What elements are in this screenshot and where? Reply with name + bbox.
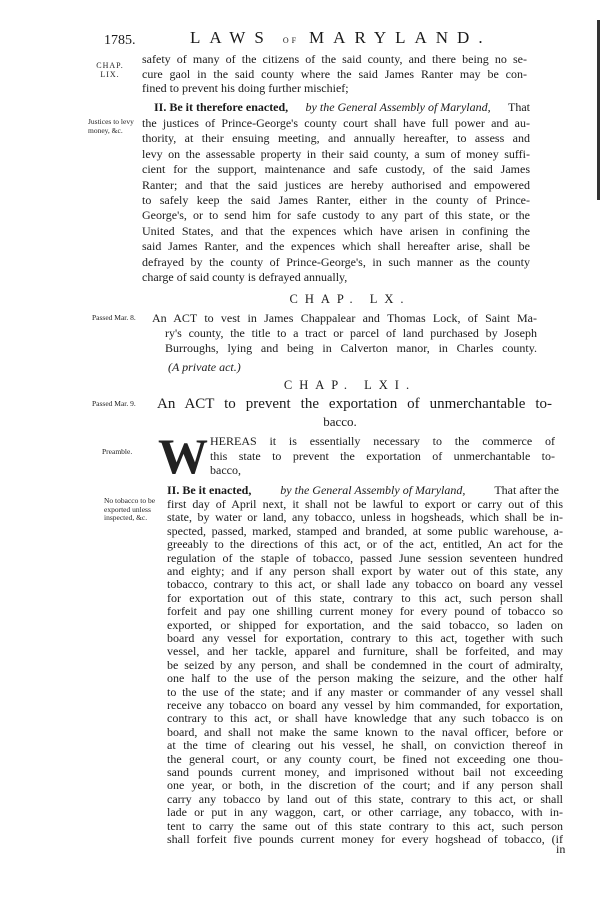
text-line: and eighty; and if any person shall export by water out of this state, any	[167, 565, 563, 578]
text-line: at the time of clearing out his vessel, he shall, on conviction thereof in	[167, 739, 563, 753]
text-line: An ACT to vest in James Chappalear and Thomas Lock, of Saint Ma-	[152, 311, 537, 325]
text-line: to safely keep the said James Ranter, either in the county of Prince-	[142, 193, 530, 207]
text-line: carry any tobacco by land out of this state, contrary to this act, or shall	[167, 792, 563, 806]
margin-note-passed-lx: Passed Mar. 8.	[92, 313, 136, 322]
chap-lxi-act-title: An ACT to prevent the exportation of unmerchantable to-	[157, 396, 552, 412]
text-line: shall forfeit five pounds current money for every hogshead of tobacco, (if	[167, 833, 563, 846]
drop-cap: W	[158, 428, 208, 484]
page-year: 1785.	[104, 33, 136, 48]
text-line: this state to prevent the exportation of unmerchantable to-	[210, 448, 555, 463]
running-head-laws: LAWS	[190, 28, 273, 47]
text-line: levy on the assessable property in their said county, a sum of money suffi-	[142, 146, 530, 161]
text-line: for exportation out of this state, contrary to this act, such person shall	[167, 591, 563, 605]
text-line: the justices of Prince-George's county court shall have full power and au-	[142, 116, 530, 130]
text-line: contrary to this act, or shall have knowledge that any such tobacco is on	[167, 712, 563, 726]
margin-note-passed-lxi: Passed Mar. 9.	[92, 399, 136, 408]
text-line: forfeit and pay one shilling current money for every pound of tobacco so	[167, 605, 563, 619]
text-line: thority, at their ensuing meeting, and annually hereafter, to assess and	[142, 131, 530, 146]
text-line: tent to carry the same out of this state contrary to this act, such person	[167, 819, 563, 833]
text-line: first day of April next, it shall not be lawful to export or carry out of this	[167, 498, 563, 511]
chap-lxi-heading: CHAP. LXI.	[283, 378, 417, 392]
catchword: in	[556, 842, 566, 856]
text-line: sand pounds current money, and imprisoned without bail not exceeding	[167, 766, 563, 779]
margin-chap-number: LIX.	[100, 69, 120, 79]
text-line: United States, and that the expences which have arisen in confining the	[142, 223, 530, 238]
text-line: to the use of the state; and if any master or commander of any vessel shall	[167, 685, 563, 699]
text-line: vessel, and her tackle, apparel and furniture, shall be forfeited, and may	[167, 645, 563, 659]
text-line: be seized by any person, and shall be condemned in the court of admiralty,	[167, 658, 563, 672]
margin-note-chap-lix	[86, 62, 134, 79]
private-act-note: (A private act.)	[168, 360, 241, 374]
text-line: fined to prevent his doing further mischief;	[142, 81, 349, 95]
text-line: George's, or to send him for safe custody to any part of this state, or the	[142, 208, 530, 223]
text-line: said James Ranter, and the expences which shall hereafter arise, shall be	[142, 239, 530, 254]
margin-note-justices: Justices to levy money, &c.	[88, 117, 134, 135]
text-line: defrayed by the county of Prince-George's, in such manner as the county	[142, 254, 530, 269]
text-line: ry's county, the title to a tract or parcel of land purchased by Joseph	[165, 326, 537, 340]
text-line: safety of many of the citizens of the said county, and there being no se-	[142, 52, 527, 66]
text-line: the general court, or any county court, be fined not exceeding one thou-	[167, 752, 563, 766]
text-line: board any vessel for exportation, contrary to this act, together with such	[167, 632, 563, 645]
text-line: Burroughs, lying and being in Calverton manor, in Charles county.	[165, 341, 537, 355]
chap-lxi-act-title-end: bacco.	[323, 414, 357, 429]
text-line: charge of said county is defrayed annually,	[142, 270, 348, 284]
margin-chap: CHAP.	[96, 61, 124, 70]
section-ii-rest: That after the	[494, 483, 559, 497]
section-ii-lix-opening	[154, 100, 530, 114]
text-line: board, and shall not make the same known to the naval officer, before or	[167, 725, 563, 739]
section-ii-lxi-opening	[167, 483, 559, 497]
text-line: Ranter; and that the said justices are hereby authorised and empowered	[142, 177, 530, 192]
text-line: spected, passed, marked, stamped and branded, at some public warehouse, a-	[167, 524, 563, 538]
text-line: one half to the use of the person making the seizure, and the other half	[167, 672, 563, 686]
margin-note-preamble: Preamble.	[102, 447, 133, 456]
margin-note-no-tobacco: No tobacco to be exported unless inspected, &c.	[104, 496, 156, 522]
text-line: greeably to the directions of this act, or of the act, entitled, An act for the	[167, 538, 563, 552]
text-line: HEREAS it is essentially necessary to the commerce of	[210, 434, 555, 448]
assembly-italic: by the General Assembly of Maryland,	[305, 100, 491, 114]
text-line: lade or put in any waggon, cart, or other carriage, any tobacco, with in-	[167, 806, 563, 820]
enacting-clause: II. Be it enacted,	[167, 483, 252, 497]
running-head-maryland: MARYLAND.	[309, 28, 492, 47]
running-head	[190, 28, 492, 48]
running-head-of: OF	[282, 36, 300, 45]
text-line: state, by water or land, any tobacco, unless in hogsheads, which shall be in-	[167, 511, 563, 525]
text-line: one year, or both, in the discretion of the court; and if any person shall	[167, 779, 563, 793]
text-line: cient for the support, maintenance and safe custody, of the said James	[142, 162, 530, 177]
text-line: regulation of the staple of tobacco, passed June session seventeen hundred	[167, 551, 563, 565]
text-line: cure gaol in the said county where the said James Ranter may be con-	[142, 66, 527, 81]
text-line: exported, or shipped for exportation, and the said tobacco, so laden on	[167, 618, 563, 632]
assembly-italic: by the General Assembly of Maryland,	[280, 483, 466, 497]
section-ii-rest: That	[507, 100, 530, 114]
enacting-clause: II. Be it therefore enacted,	[154, 100, 289, 114]
text-line: bacco,	[210, 463, 241, 477]
chap-lx-heading: CHAP. LX.	[289, 292, 411, 306]
text-line: tobacco, contrary to this act, or shall lade any tobacco on board any vessel	[167, 578, 563, 592]
text-line: receive any tobacco on board any vessel by him commanded, for exportation,	[167, 699, 563, 712]
